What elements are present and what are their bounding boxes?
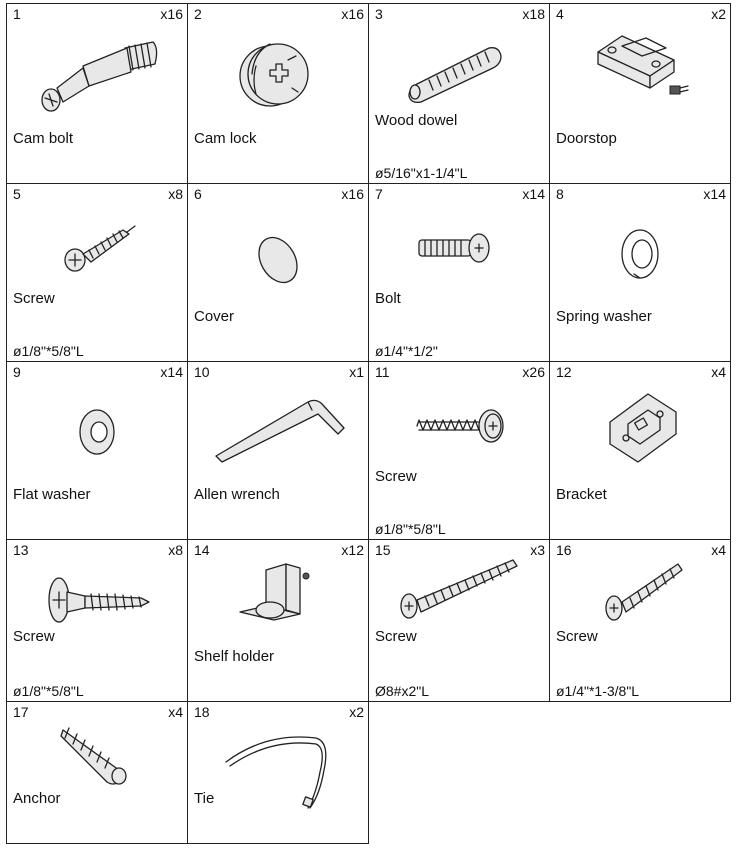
part-cell-13	[6, 539, 188, 702]
part-number: 3	[375, 6, 383, 22]
part-size: ø1/8"*5/8"L	[375, 521, 446, 537]
wood-dowel-icon	[409, 40, 509, 100]
part-name: Screw	[375, 468, 417, 485]
cover-icon	[254, 230, 304, 290]
part-number: 14	[194, 542, 210, 558]
part-cell-10	[187, 361, 369, 540]
part-cell-6	[187, 183, 369, 362]
part-name: Allen wrench	[194, 486, 280, 503]
part-quantity: x16	[160, 6, 183, 22]
part-name: Screw	[556, 628, 598, 645]
part-quantity: x12	[341, 542, 364, 558]
part-number: 6	[194, 186, 202, 202]
shelf-holder-icon	[236, 560, 326, 640]
part-name: Anchor	[13, 790, 61, 807]
part-size: ø1/8"*5/8"L	[13, 343, 84, 359]
part-number: 18	[194, 704, 210, 720]
part-cell-2	[187, 3, 369, 184]
part-size: ø5/16"x1-1/4"L	[375, 165, 468, 181]
part-number: 2	[194, 6, 202, 22]
part-cell-14	[187, 539, 369, 702]
anchor-icon	[57, 718, 137, 788]
part-size: ø1/8"*5/8"L	[13, 683, 84, 699]
part-number: 4	[556, 6, 564, 22]
doorstop-icon	[594, 30, 694, 110]
part-quantity: x8	[168, 542, 183, 558]
part-number: 17	[13, 704, 29, 720]
part-number: 9	[13, 364, 21, 380]
part-cell-9	[6, 361, 188, 540]
part-name: Bolt	[375, 290, 401, 307]
washer-head-screw-icon	[413, 404, 513, 454]
part-quantity: x4	[168, 704, 183, 720]
part-quantity: x2	[349, 704, 364, 720]
part-quantity: x8	[168, 186, 183, 202]
part-number: 7	[375, 186, 383, 202]
part-name: Screw	[375, 628, 417, 645]
screw-icon	[45, 570, 155, 630]
cam-lock-icon	[232, 34, 322, 114]
part-cell-3	[368, 3, 550, 184]
tie-icon	[218, 722, 338, 812]
part-quantity: x4	[711, 364, 726, 380]
part-size: Ø8#x2"L	[375, 683, 430, 699]
part-cell-4	[549, 3, 731, 184]
part-cell-11	[368, 361, 550, 540]
part-number: 15	[375, 542, 391, 558]
part-quantity: x2	[711, 6, 726, 22]
part-name: Wood dowel	[375, 112, 458, 129]
spring-washer-icon	[616, 224, 666, 284]
part-quantity: x14	[160, 364, 183, 380]
part-size: ø1/4"*1-3/8"L	[556, 683, 640, 699]
part-name: Doorstop	[556, 130, 617, 147]
part-name: Screw	[13, 628, 55, 645]
part-cell-8	[549, 183, 731, 362]
part-name: Cover	[194, 308, 235, 325]
part-quantity: x4	[711, 542, 726, 558]
part-number: 8	[556, 186, 564, 202]
part-cell-16	[549, 539, 731, 702]
part-cell-12	[549, 361, 731, 540]
cam-bolt-icon	[29, 26, 169, 116]
part-quantity: x14	[522, 186, 545, 202]
screw-icon	[600, 556, 690, 626]
part-number: 5	[13, 186, 21, 202]
flat-washer-icon	[73, 402, 123, 462]
part-name: Cam lock	[194, 130, 257, 147]
long-screw-icon	[397, 554, 527, 624]
part-number: 12	[556, 364, 572, 380]
part-name: Spring washer	[556, 308, 652, 325]
part-name: Bracket	[556, 486, 607, 503]
part-quantity: x16	[341, 6, 364, 22]
part-size: ø1/4"*1/2"	[375, 343, 438, 359]
part-quantity: x26	[522, 364, 545, 380]
bolt-icon	[417, 230, 497, 270]
part-number: 10	[194, 364, 210, 380]
part-cell-5	[6, 183, 188, 362]
part-quantity: x14	[703, 186, 726, 202]
part-quantity: x18	[522, 6, 545, 22]
part-name: Shelf holder	[194, 648, 275, 665]
allen-wrench-icon	[210, 396, 340, 466]
part-name: Flat washer	[13, 486, 91, 503]
bracket-icon	[606, 388, 686, 468]
part-cell-18	[187, 701, 369, 844]
part-cell-1	[6, 3, 188, 184]
part-number: 16	[556, 542, 572, 558]
part-cell-15	[368, 539, 550, 702]
part-quantity: x1	[349, 364, 364, 380]
screw-icon	[61, 214, 141, 274]
part-number: 1	[13, 6, 21, 22]
part-number: 13	[13, 542, 29, 558]
part-name: Screw	[13, 290, 55, 307]
part-name: Cam bolt	[13, 130, 74, 147]
part-cell-7	[368, 183, 550, 362]
part-quantity: x16	[341, 186, 364, 202]
part-quantity: x3	[530, 542, 545, 558]
part-number: 11	[375, 364, 390, 380]
part-cell-17	[6, 701, 188, 844]
part-name: Tie	[194, 790, 215, 807]
